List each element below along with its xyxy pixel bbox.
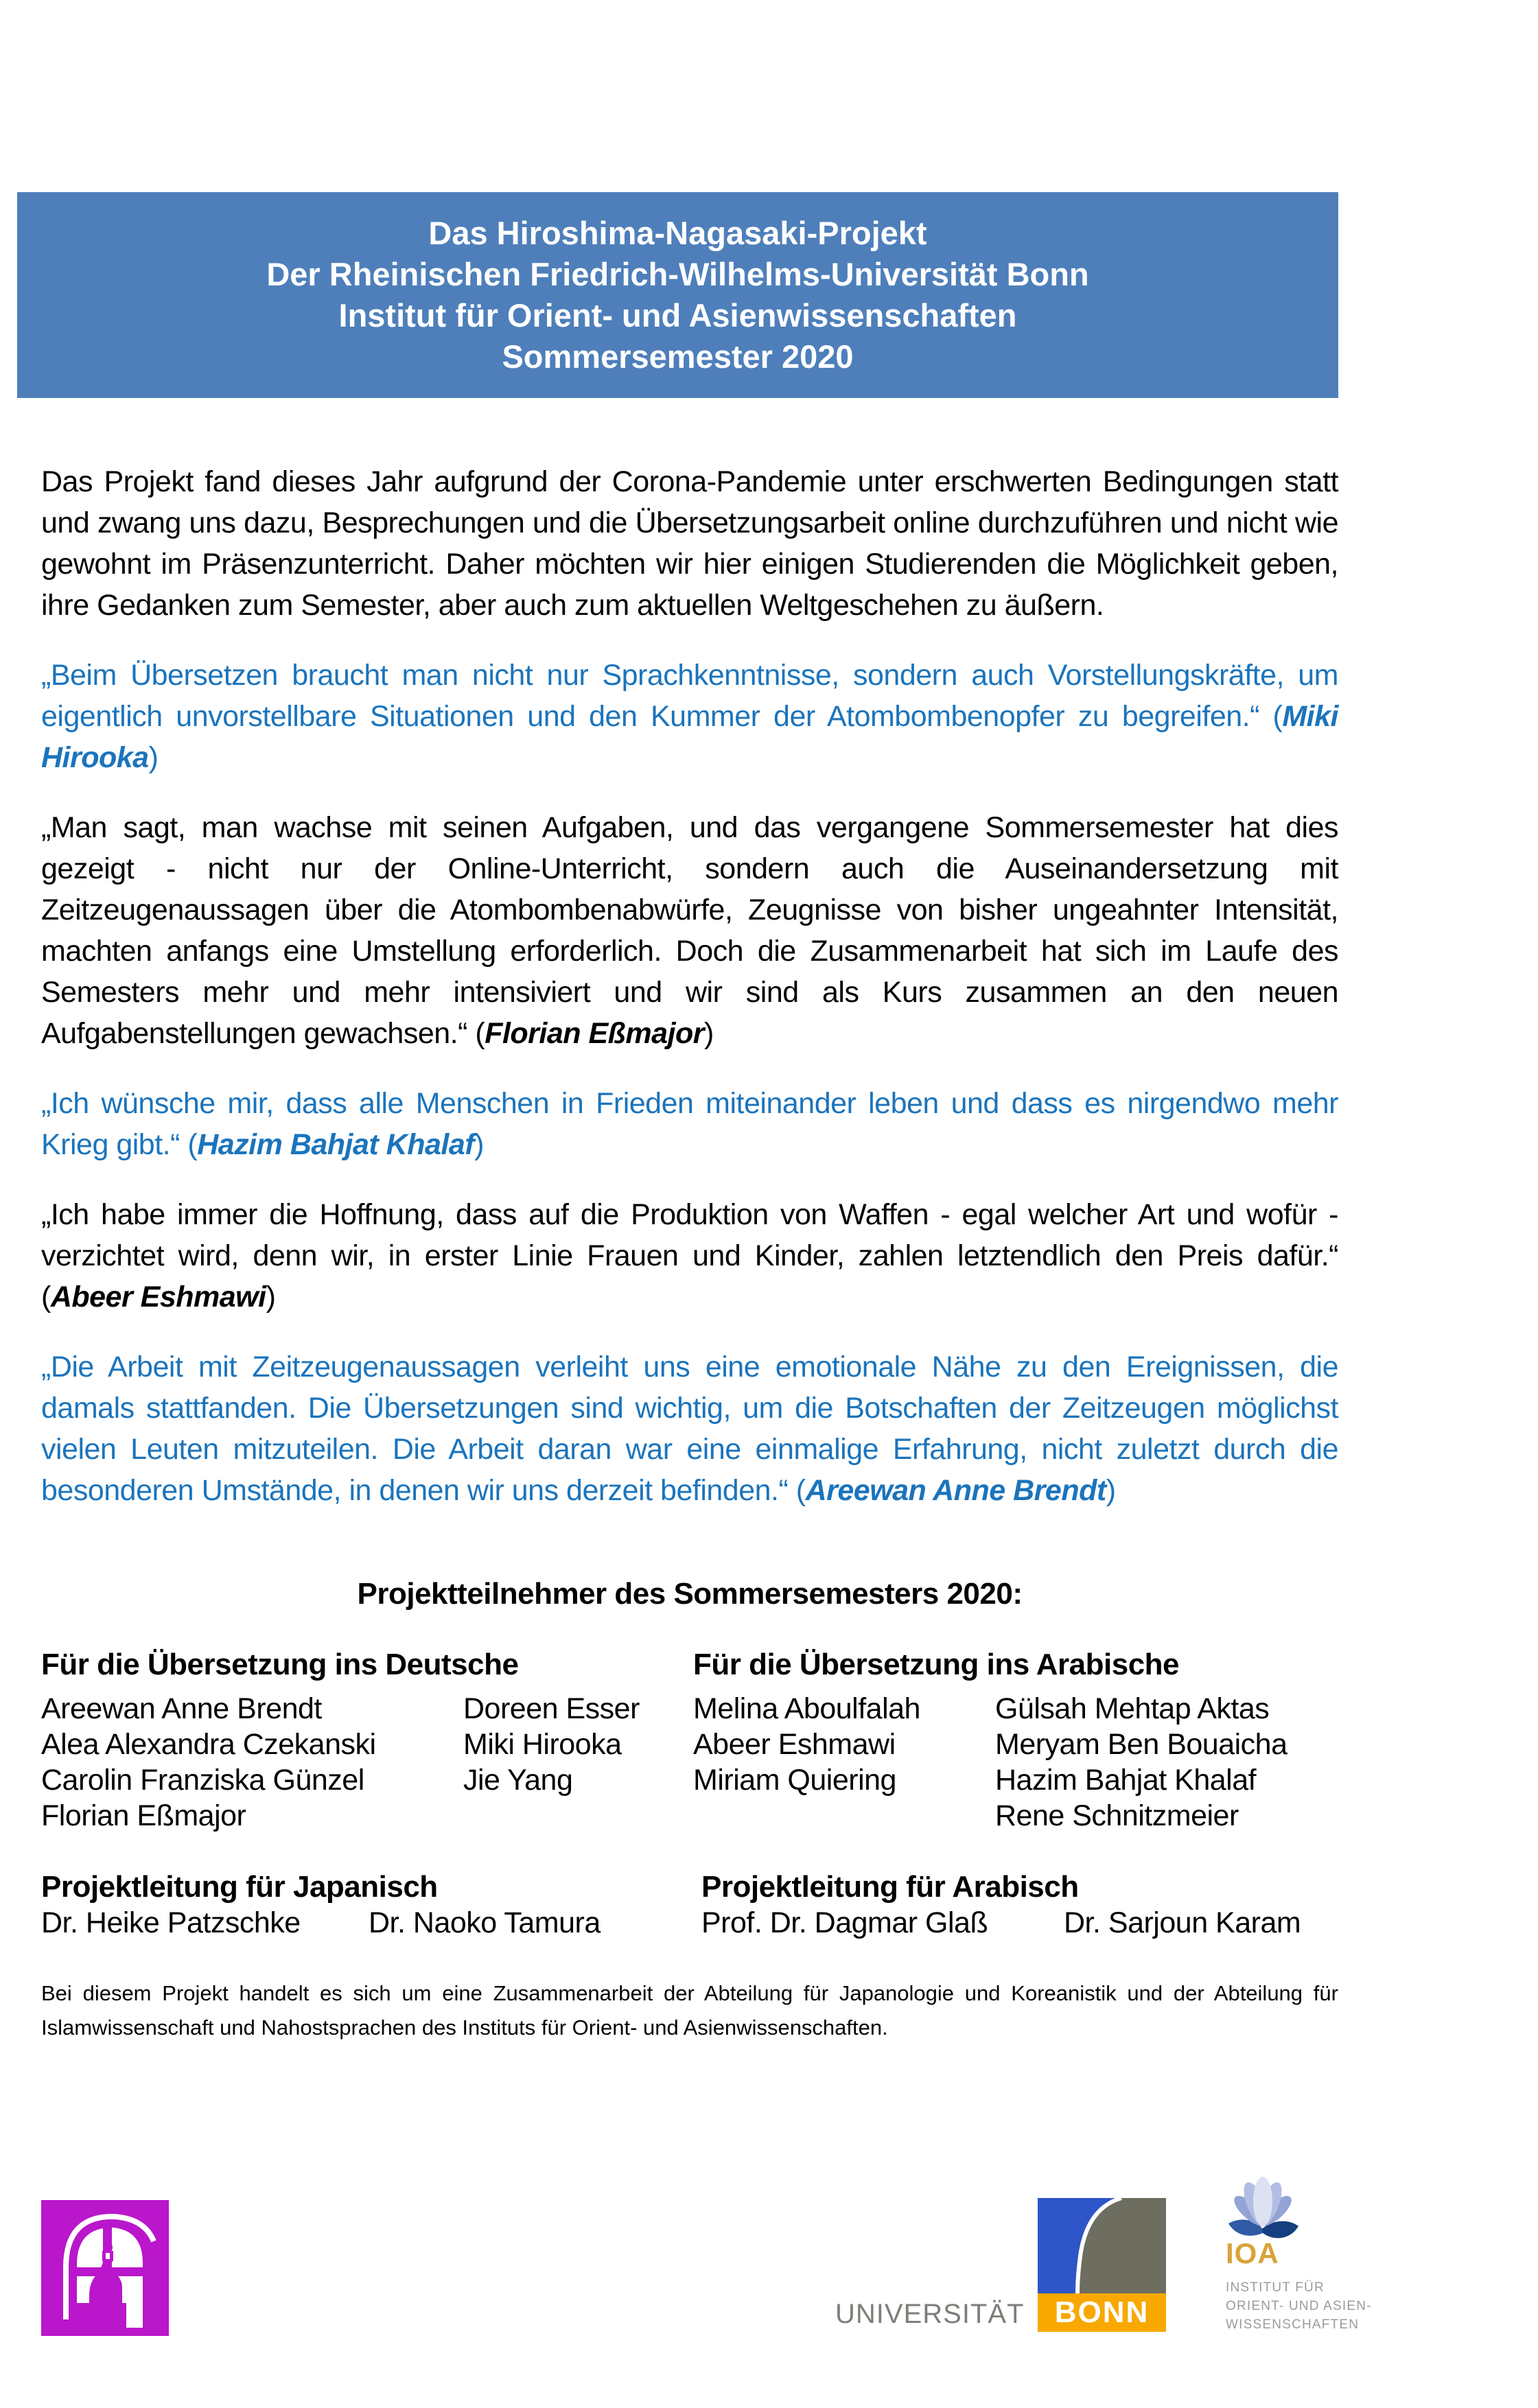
participant-name: Gülsah Mehtap Aktas [995,1692,1270,1725]
ioa-name-line-1: INSTITUT FÜR [1226,2280,1325,2295]
quote-text: „Ich wünsche mir, dass alle Menschen in Frieden miteinander leben und dass es nirgendwo mehr Krieg gibt.“ [41,1087,1338,1161]
participant-name: Miriam Quiering [693,1764,896,1797]
banner-line-1: Das Hiroshima-Nagasaki-Projekt [428,215,927,251]
ioa-name-line-3: WISSENSCHAFTEN [1226,2317,1360,2332]
title-banner [17,192,1338,398]
participant-name [463,1798,693,1834]
quote-text: „Die Arbeit mit Zeitzeugenaussagen verleiht uns eine emotionale Nähe zu den Ereignissen, die damals stattfanden. Die Übersetzungen sind wichtig, um die Botschaften der Zeitzeugen möglichst vielen Leuten mitzuteilen. Die Arbeit daran war eine einmalige Erfahrung, nicht zuletzt durch die besonderen Umstände, in denen wir uns derzeit befinden.“ [41,1351,1338,1507]
logos-row [41,2169,1372,2395]
banner-line-2: Der Rheinischen Friedrich-Wilhelms-Universität Bonn [266,256,1089,292]
paren-close: ) [148,741,159,774]
bonn-name-bar: BONN [1038,2293,1166,2332]
participant-name: Areewan Anne Brendt [41,1692,322,1725]
banner-line-3: Institut für Orient- und Asienwissenschaften [338,297,1017,334]
paren-close: ) [266,1281,276,1313]
participant-name: Hazim Bahjat Khalaf [995,1764,1257,1797]
quote-areewan-anne-brendt [41,1346,1338,1511]
paren-open: ( [475,1017,485,1050]
participant-name: Rene Schnitzmeier [995,1799,1239,1832]
leadership-grid [41,1869,1338,1941]
quote-miki-hirooka [41,655,1338,778]
participant-name [693,1798,995,1834]
paren-open: ( [187,1128,198,1161]
universitaet-label: UNIVERSITÄT [835,2299,1025,2329]
participants-heading: Projektteilnehmer des Sommersemesters 2020: [357,1577,1023,1611]
quote-abeer-eshmawi [41,1194,1338,1318]
leadership-header-japanisch: Projektleitung für Japanisch [41,1870,438,1904]
participant-name: Doreen Esser [463,1692,640,1725]
paren-open: ( [41,1281,51,1313]
ioa-name-line-2: ORIENT- UND ASIEN- [1226,2299,1372,2313]
quote-author: Abeer Eshmawi [50,1281,266,1313]
quote-text: „Beim Übersetzen braucht man nicht nur Sprachkenntnisse, sondern auch Vorstellungskräfte, um eigentlich unvorstellbare Situationen und den Kummer der Atombombenopfer zu begreifen.“ [41,659,1338,733]
paren-close: ) [474,1128,484,1161]
participant-name: Melina Aboulfalah [693,1692,920,1725]
translators-grid [41,1647,1338,1834]
paren-open: ( [795,1474,806,1507]
quote-hazim-bahjat-khalaf [41,1083,1338,1165]
col-header-arabische: Für die Übersetzung ins Arabische [693,1648,1180,1681]
ioa-acronym: IOA [1226,2237,1279,2269]
quote-author: Hazim Bahjat Khalaf [197,1128,475,1161]
quote-text: „Man sagt, man wachse mit seinen Aufgaben, und das vergangene Sommersemester hat dies gezeigt - nicht nur der Online-Unterricht, sondern auch die Auseinandersetzung mit Zeitzeugenaussagen über die Atombombenabwürfe, Zeugnisse von bisher ungeahnter Intensität, machten anfangs eine Umstellung erforderlich. Doch die Zusammenarbeit hat sich im Laufe des Semesters mehr und mehr intensiviert und wir sind als Kurs zusammen an den neuen Aufgabenstellungen gewachsen.“ [41,811,1338,1050]
quote-author: Areewan Anne Brendt [805,1474,1106,1507]
leader-name: Dr. Naoko Tamura [369,1906,601,1939]
participant-name: Abeer Eshmawi [693,1728,896,1761]
paren-close: ) [1106,1474,1116,1507]
uni-bonn-emblem-graphic [1038,2198,1166,2293]
paren-open: ( [1272,700,1283,733]
participant-name: Meryam Ben Bouaicha [995,1728,1288,1761]
ioa-institute-name [1226,2278,1372,2334]
quote-author: Miki Hirooka [41,700,1338,774]
leader-name: Dr. Heike Patzschke [41,1906,301,1939]
quote-text: „Ich habe immer die Hoffnung, dass auf die Produktion von Waffen - egal welcher Art und wofür - verzichtet wird, denn wir, in erster Linie Frauen und Kinder, zahlen letztendlich den Preis dafür.“ [41,1198,1338,1272]
participant-name: Carolin Franziska Günzel [41,1764,364,1797]
paren-close: ) [704,1017,714,1050]
col-header-deutsche: Für die Übersetzung ins Deutsche [41,1648,519,1681]
intro-paragraph: Das Projekt fand dieses Jahr aufgrund der Corona-Pandemie unter erschwerten Bedingungen statt und zwang uns dazu, Besprechungen und die Übersetzungsarbeit online durchzuführen und nicht wie gewohnt im Präsenzunterricht. Daher möchten wir hier einigen Studierenden die Möglichkeit geben, ihre Gedanken zum Semester, aber auch zum aktuellen Weltgeschehen zu äußern. [41,465,1338,622]
participant-name: Miki Hirooka [463,1728,622,1761]
quote-florian-essmajor [41,807,1338,1054]
participant-name: Jie Yang [463,1764,573,1797]
footnote-paragraph: Bei diesem Projekt handelt es sich um eine Zusammenarbeit der Abteilung für Japanologie und Koreanistik und der Abteilung für Islamwissenschaft und Nahostsprachen des Instituts für Orient- und Asienwissenschaften. [41,1981,1338,2039]
participant-name: Alea Alexandra Czekanski [41,1728,376,1761]
leadership-header-arabisch: Projektleitung für Arabisch [701,1870,1079,1904]
leader-name: Prof. Dr. Dagmar Glaß [701,1906,988,1939]
banner-line-4: Sommersemester 2020 [502,338,854,375]
participant-name: Florian Eßmajor [41,1799,246,1832]
church-window-logo [41,2200,169,2336]
leader-name: Dr. Sarjoun Karam [1064,1906,1301,1939]
quote-author: Florian Eßmajor [485,1017,705,1050]
